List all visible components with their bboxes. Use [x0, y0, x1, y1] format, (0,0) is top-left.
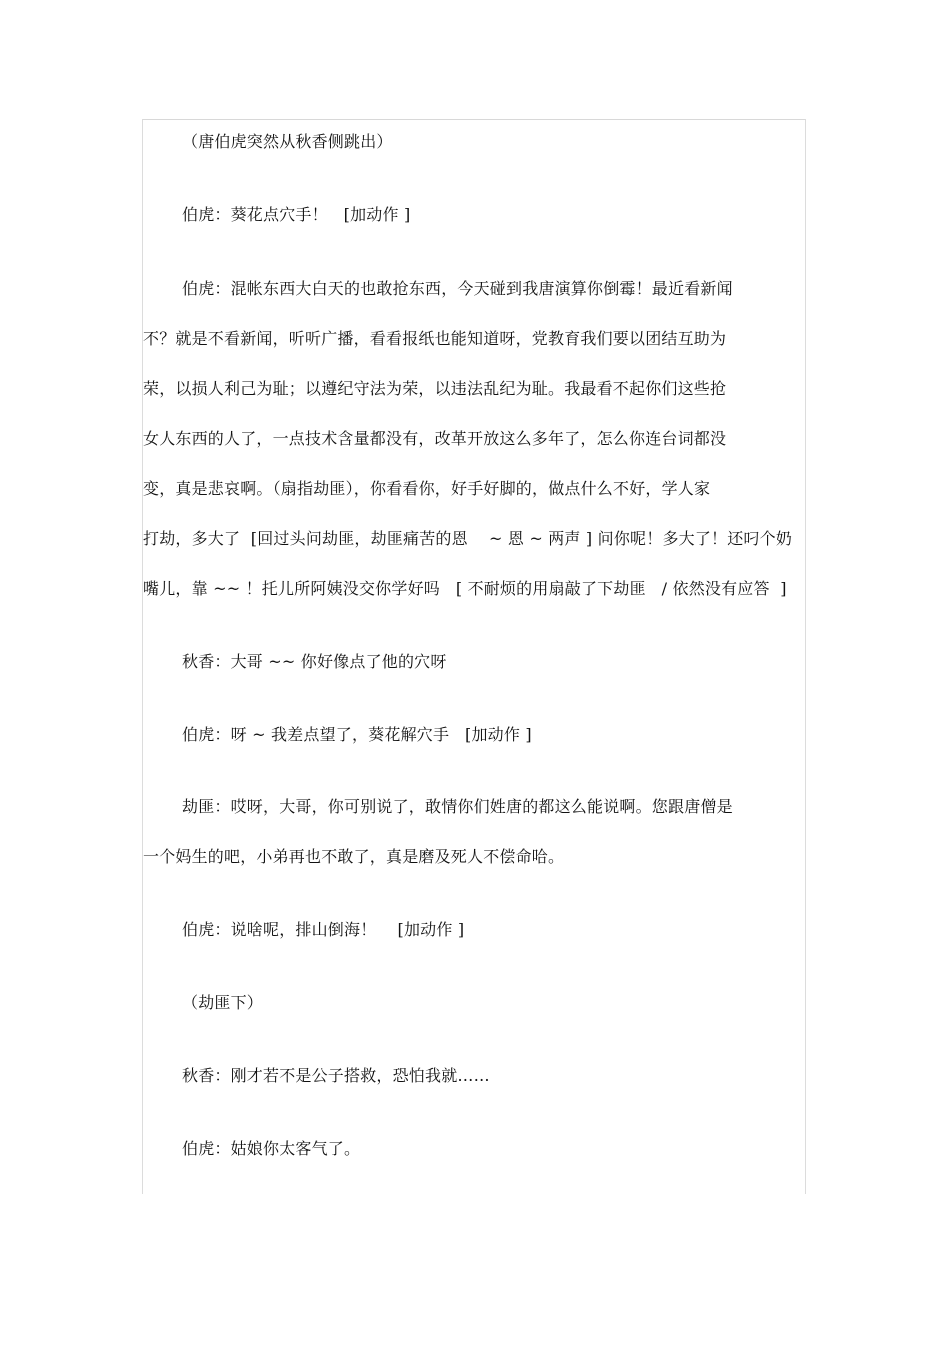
dialogue-bohu-4: 伯虎：说啥呢，排山倒海！ [加动作 ]: [182, 920, 465, 939]
dialogue-qiuxiang-1: 秋香：大哥 ~~ 你好像点了他的穴呀: [182, 652, 447, 671]
dialogue-qiuxiang-2: 秋香：刚才若不是公子搭救，恐怕我就……: [182, 1066, 490, 1085]
dialogue-bohu-2-line-2: 不？就是不看新闻，听听广播，看看报纸也能知道呀，党教育我们要以团结互助为: [143, 329, 727, 348]
dialogue-bohu-1: 伯虎：葵花点穴手！ [加动作 ]: [182, 205, 411, 224]
dialogue-robber-line-1: 劫匪：哎呀，大哥，你可别说了，敢情你们姓唐的都这么能说啊。您跟唐僧是: [182, 797, 733, 816]
stage-direction-tang-bohu-jumps-out: （唐伯虎突然从秋香侧跳出）: [182, 132, 393, 151]
stage-direction-robber-exits: （劫匪下）: [182, 993, 264, 1012]
dialogue-bohu-2-line-7: 嘴儿，靠 ~~ ！托儿所阿姨没交你学好吗 [ 不耐烦的用扇敲了下劫匪 / 依然没有应答 ]: [143, 579, 787, 598]
dialogue-robber-line-2: 一个妈生的吧，小弟再也不敢了，真是磨及死人不偿命哈。: [143, 847, 565, 866]
dialogue-bohu-5: 伯虎：姑娘你太客气了。: [182, 1139, 361, 1158]
dialogue-bohu-2-line-3: 荣，以损人利己为耻；以遵纪守法为荣，以违法乱纪为耻。我最看不起你们这些抢: [143, 379, 727, 398]
dialogue-bohu-2-line-5: 变，真是悲哀啊。（扇指劫匪），你看看你，好手好脚的，做点什么不好，学人家: [143, 479, 711, 498]
dialogue-bohu-2-line-6: 打劫，多大了 [回过头问劫匪，劫匪痛苦的恩 ~ 恩 ~ 两声 ] 问你呢！多大了！还叼个奶: [143, 529, 793, 548]
dialogue-bohu-2-line-4: 女人东西的人了，一点技术含量都没有，改革开放这么多年了，怎么你连台词都没: [143, 429, 727, 448]
dialogue-bohu-2-line-1: 伯虎：混帐东西大白天的也敢抢东西，今天碰到我唐演算你倒霉！最近看新闻: [182, 279, 733, 298]
dialogue-bohu-3: 伯虎：呀 ~ 我差点望了，葵花解穴手 [加动作 ]: [182, 725, 532, 744]
